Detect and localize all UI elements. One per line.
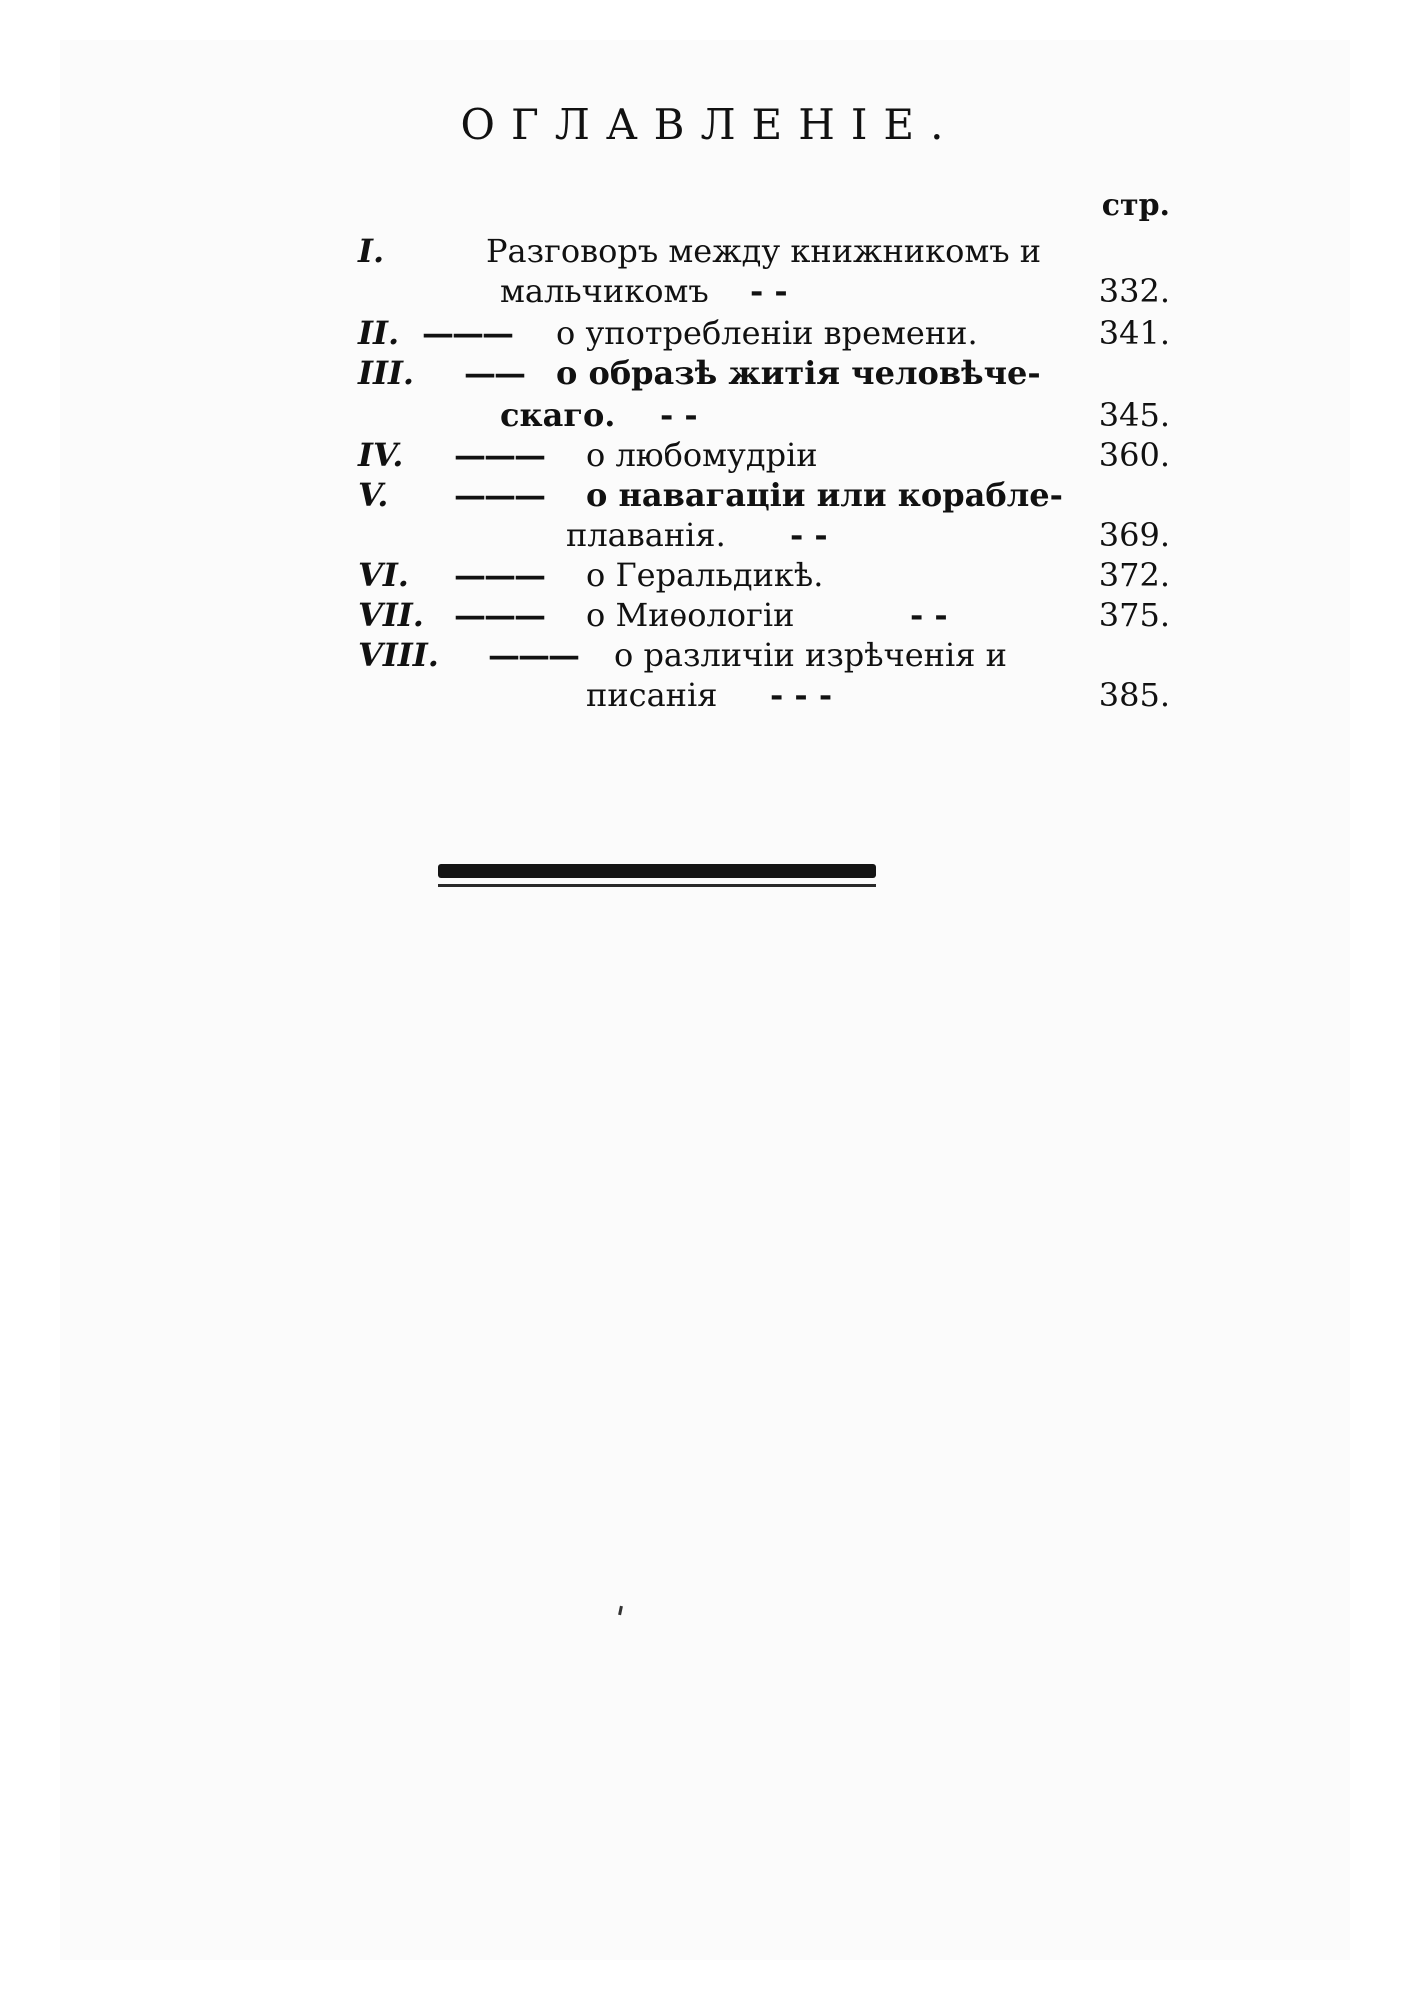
entry-number: VIII. (358, 636, 439, 674)
entry-title: о Миѳологіи (586, 596, 795, 634)
page-title: ОГЛАВЛЕНІЕ. (460, 100, 960, 149)
entry-title: о различіи изрѣченія и (614, 636, 1007, 674)
entry-page-number: 345. (1098, 396, 1170, 434)
entry-title: о навагаціи или корабле- (586, 476, 1063, 514)
toc-entry-8 (350, 636, 1170, 674)
entry-page-number: 332. (1098, 272, 1170, 310)
toc-entry-4 (350, 436, 1170, 474)
entry-page-number: 385. (1098, 676, 1170, 714)
entry-number: II. (358, 314, 400, 352)
entry-title-continued: скаго. (500, 396, 616, 434)
entry-page-number: 375. (1098, 596, 1170, 634)
entry-dash: ——— (488, 636, 578, 674)
toc-entry-5 (350, 476, 1170, 514)
toc-entry-5-cont (350, 516, 1170, 554)
entry-page-number: 360. (1098, 436, 1170, 474)
entry-title: Разговоръ между книжникомъ и (486, 232, 1042, 270)
entry-dash: —— (464, 354, 524, 392)
ornamental-rule-thin (438, 884, 876, 887)
entry-dash: ——— (454, 436, 544, 474)
entry-page-number: 372. (1098, 556, 1170, 594)
entry-number: V. (358, 476, 389, 514)
toc-entry-1 (350, 232, 1170, 270)
entry-page-number: 341. (1098, 314, 1170, 352)
entry-number: III. (358, 354, 415, 392)
entry-title-continued: писанія (586, 676, 718, 714)
entry-number: IV. (358, 436, 404, 474)
entry-leader: - - - (770, 676, 833, 714)
entry-page-number: 369. (1098, 516, 1170, 554)
toc-entry-8-cont (350, 676, 1170, 714)
entry-leader: - - (790, 516, 828, 554)
entry-number: VII. (358, 596, 424, 634)
entry-title-continued: плаванія. (566, 516, 726, 554)
entry-title: о образѣ житія человѣче- (556, 354, 1041, 392)
toc-entry-2 (350, 314, 1170, 352)
entry-number: VI. (358, 556, 409, 594)
toc-entry-3-cont (350, 396, 1170, 434)
entry-number: I. (358, 232, 385, 270)
entry-title-continued: мальчикомъ (500, 272, 709, 310)
entry-title: о любомудріи (586, 436, 818, 474)
entry-leader: - - (750, 272, 788, 310)
page-column-header: стр. (1101, 188, 1170, 223)
ornamental-rule-thick (438, 864, 876, 878)
toc-entry-1-cont (350, 272, 1170, 310)
entry-dash: ——— (422, 314, 512, 352)
entry-title: о Геральдикѣ. (586, 556, 824, 594)
toc-entry-3 (350, 354, 1170, 392)
entry-title: о употребленіи времени. (556, 314, 978, 352)
entry-dash: ——— (454, 476, 544, 514)
toc-entry-7 (350, 596, 1170, 634)
entry-leader: - - (910, 596, 948, 634)
entry-dash: ——— (454, 596, 544, 634)
entry-leader: - - (660, 396, 698, 434)
entry-dash: ——— (454, 556, 544, 594)
toc-entry-6 (350, 556, 1170, 594)
